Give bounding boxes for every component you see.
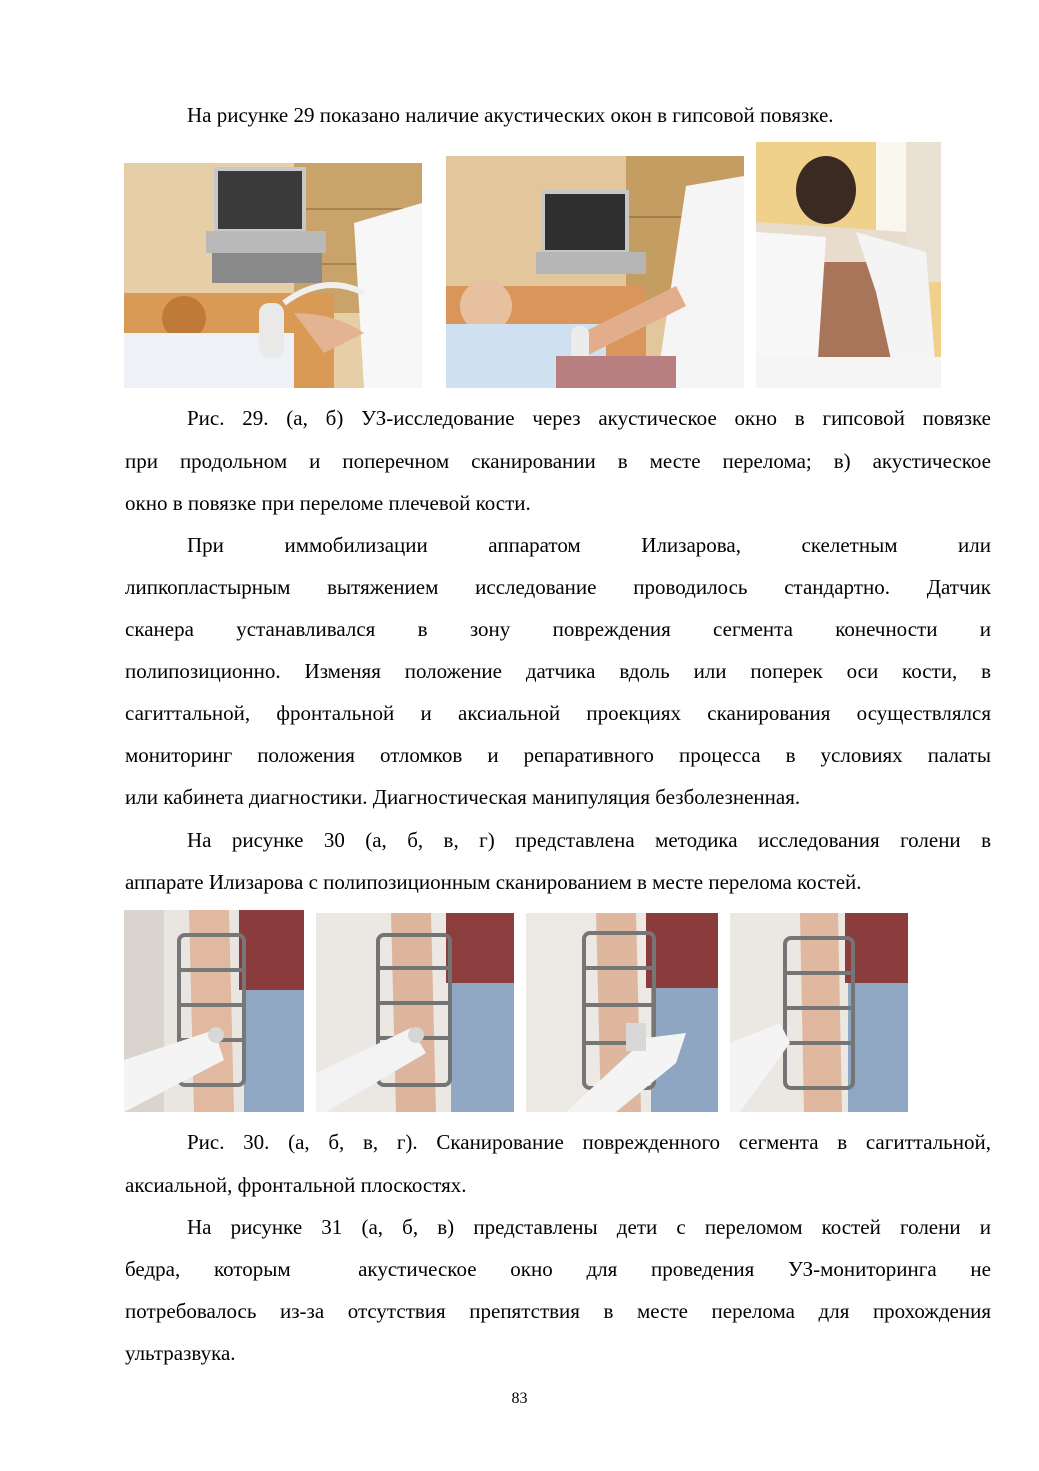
figure-29b-photo: [446, 156, 744, 388]
figure-30c-photo: [526, 913, 718, 1112]
figure-30-caption-line-2: аксиальной, фронтальной плоскостях.: [125, 1173, 467, 1197]
paragraph-fig31-intro-line-1: На рисунке 31 (а, б, в) представлены дети с переломом костей голени и: [187, 1215, 991, 1239]
paragraph-fig31-intro-line-3: потребовалось из-за отсутствия препятствия в месте перелома для прохождения: [125, 1299, 991, 1323]
paragraph-fig31-intro-line-2: бедра, которым акустическое окно для проведения УЗ-мониторинга не: [125, 1257, 991, 1281]
figure-30b-photo: [316, 913, 514, 1112]
figure-29-caption-line-2: при продольном и поперечном сканировании в месте перелома; в) акустическое: [125, 449, 991, 473]
paragraph-ilizarov-line-2: липкопластырным вытяжением исследование проводилось стандартно. Датчик: [125, 575, 991, 599]
paragraph-ilizarov-line-3: сканера устанавливался в зону повреждения сегмента конечности и: [125, 617, 991, 641]
figure-29-caption-line-3: окно в повязке при переломе плечевой кости.: [125, 491, 531, 515]
paragraph-ilizarov-line-7: или кабинета диагностики. Диагностическая манипуляция безболезненная.: [125, 785, 801, 809]
paragraph-ilizarov-line-4: полипозиционно. Изменяя положение датчика вдоль или поперек оси кости, в: [125, 659, 991, 683]
page-number: 83: [511, 1390, 528, 1407]
figure-30a-photo: [124, 910, 304, 1112]
figure-30-caption-line-1: Рис. 30. (а, б, в, г). Сканирование поврежденного сегмента в сагиттальной,: [187, 1130, 991, 1154]
paragraph-ilizarov-line-5: сагиттальной, фронтальной и аксиальной проекциях сканирования осуществлялся: [125, 701, 991, 725]
figure-29-caption-line-1: Рис. 29. (а, б) УЗ-исследование через акустическое окно в гипсовой повязке: [187, 406, 991, 430]
paragraph-ilizarov-line-1: При иммобилизации аппаратом Илизарова, скелетным или: [187, 533, 991, 557]
figure-30d-photo: [730, 913, 908, 1112]
figure-29c-photo: [756, 142, 941, 388]
paragraph-fig29-intro: На рисунке 29 показано наличие акустических окон в гипсовой повязке.: [187, 103, 834, 127]
figure-29a-photo: [124, 163, 422, 388]
paragraph-fig30-intro-line-1: На рисунке 30 (а, б, в, г) представлена методика исследования голени в: [187, 828, 991, 852]
paragraph-ilizarov-line-6: мониторинг положения отломков и репаративного процесса в условиях палаты: [125, 743, 991, 767]
paragraph-fig30-intro-line-2: аппарате Илизарова с полипозиционным сканированием в месте перелома костей.: [125, 870, 862, 894]
paragraph-fig31-intro-line-4: ультразвука.: [125, 1341, 236, 1365]
